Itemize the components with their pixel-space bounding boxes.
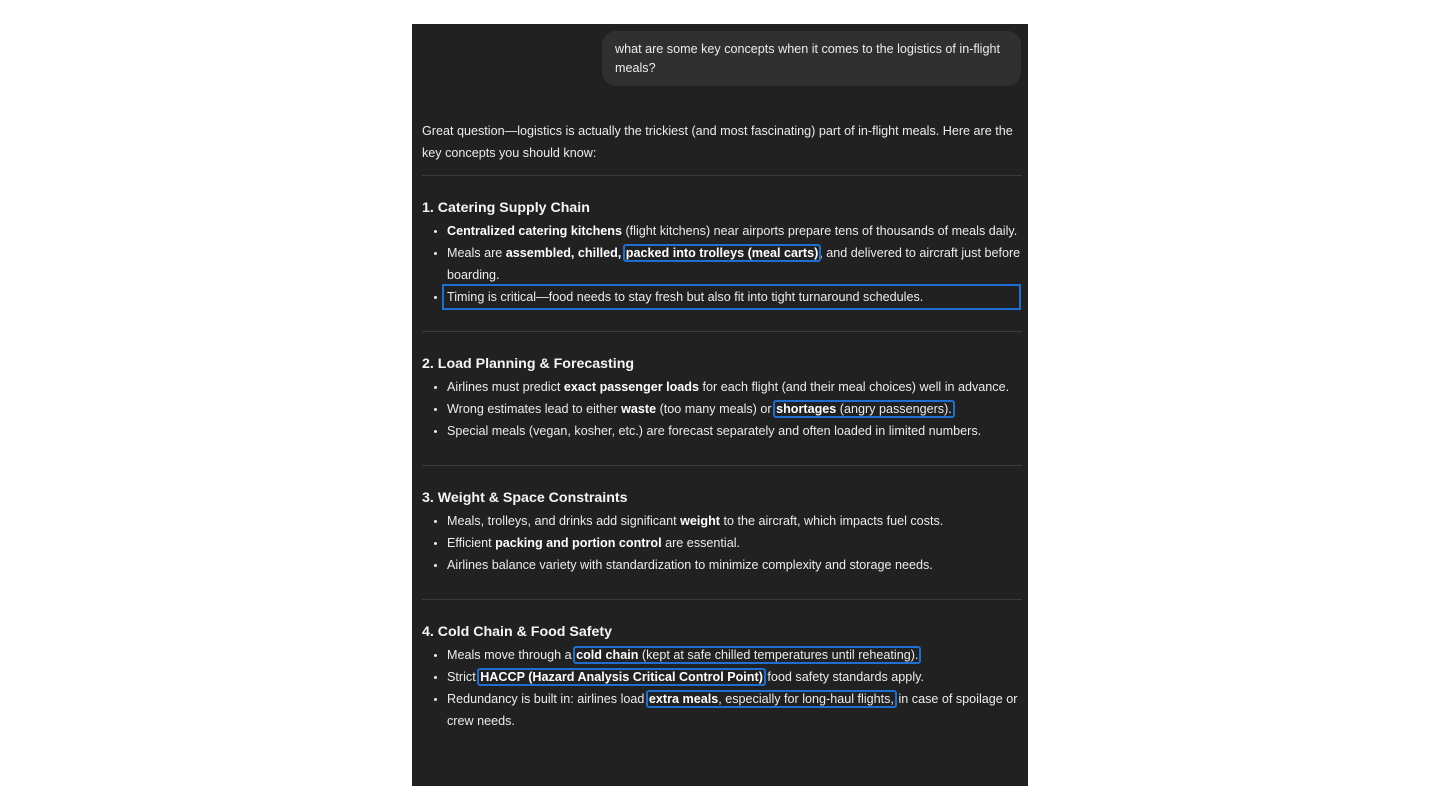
text: , and delivered to aircraft just before boarding. — [447, 246, 1021, 282]
text: , especially for long-haul flights, — [718, 692, 894, 706]
text: to the aircraft, which impacts fuel costs. — [720, 514, 944, 528]
response-intro: Great question—logistics is actually the trickiest (and most fascinating) part of in-flight meals. Here are the key concepts you should know: — [422, 124, 1013, 160]
text: Redundancy is built in: airlines load — [447, 692, 648, 706]
user-message-bubble — [602, 31, 1021, 86]
section-divider — [422, 175, 1022, 176]
text: food safety standards apply. — [763, 670, 924, 684]
section-weight-space — [422, 487, 1022, 576]
bold-text: waste — [621, 402, 657, 416]
text: Airlines balance variety with standardization to minimize complexity and storage needs. — [447, 558, 933, 572]
bullet-list — [422, 510, 1022, 576]
text: are essential. — [661, 536, 741, 550]
bold-text: cold chain — [576, 648, 639, 662]
section-divider — [422, 599, 1022, 600]
list-item — [447, 376, 1022, 398]
bold-text: extra meals — [648, 692, 719, 706]
section-load-planning — [422, 353, 1022, 442]
section-divider — [422, 465, 1022, 466]
bullet-list — [422, 644, 1022, 732]
text: (flight kitchens) near airports prepare tens of thousands of meals daily. — [621, 224, 1018, 238]
user-message-text: what are some key concepts when it comes to the logistics of in-flight meals? — [615, 42, 1000, 75]
list-item — [447, 554, 1022, 576]
text: (kept at safe chilled temperatures until reheating). — [638, 648, 919, 662]
section-title: 1. Catering Supply Chain — [422, 200, 590, 216]
highlight-box: packed into trolleys (meal carts) — [625, 246, 819, 260]
highlight-box — [648, 692, 895, 706]
text: (angry passengers). — [836, 402, 952, 416]
list-item — [447, 532, 1022, 554]
bullet-list — [422, 220, 1022, 308]
text: Strict — [447, 670, 480, 684]
list-item — [447, 220, 1022, 242]
list-item — [447, 644, 1022, 666]
assistant-response — [422, 120, 1022, 732]
list-item — [447, 688, 1022, 732]
text: Meals move through a — [447, 648, 576, 662]
bold-text: assembled, chilled, — [505, 246, 625, 260]
list-item — [447, 398, 1022, 420]
list-item — [447, 510, 1022, 532]
list-item — [447, 420, 1022, 442]
bold-text: packing and portion control — [495, 536, 662, 550]
section-title: 3. Weight & Space Constraints — [422, 490, 628, 506]
text: Airlines must predict — [447, 380, 564, 394]
highlight-box: HACCP (Hazard Analysis Critical Control Point) — [480, 670, 763, 684]
section-title: 4. Cold Chain & Food Safety — [422, 624, 612, 640]
bold-text: weight — [680, 514, 720, 528]
section-divider — [422, 331, 1022, 332]
text: in case of spoilage or crew needs. — [447, 692, 1018, 728]
text: Wrong estimates lead to either — [447, 402, 622, 416]
highlight-box — [575, 648, 919, 662]
text: Special meals (vegan, kosher, etc.) are forecast separately and often loaded in limited numbers. — [447, 424, 982, 438]
chat-panel — [412, 24, 1028, 786]
highlight-box: Timing is critical—food needs to stay fresh but also fit into tight turnaround schedules. — [444, 286, 1019, 308]
list-item — [447, 286, 1022, 308]
section-cold-chain — [422, 621, 1022, 732]
bold-text: Centralized catering kitchens — [447, 224, 622, 238]
list-item — [447, 242, 1022, 286]
list-item — [447, 666, 1022, 688]
text: Meals, trolleys, and drinks add significant — [447, 514, 681, 528]
highlight-box — [775, 402, 953, 416]
text: (too many meals) or — [656, 402, 776, 416]
text: Meals are — [447, 246, 506, 260]
bullet-list — [422, 376, 1022, 442]
section-catering-supply-chain — [422, 197, 1022, 308]
section-title: 2. Load Planning & Forecasting — [422, 356, 635, 372]
text: for each flight (and their meal choices) well in advance. — [699, 380, 1010, 394]
bold-text: exact passenger loads — [563, 380, 699, 394]
text: Efficient — [447, 536, 496, 550]
bold-text: shortages — [776, 402, 837, 416]
